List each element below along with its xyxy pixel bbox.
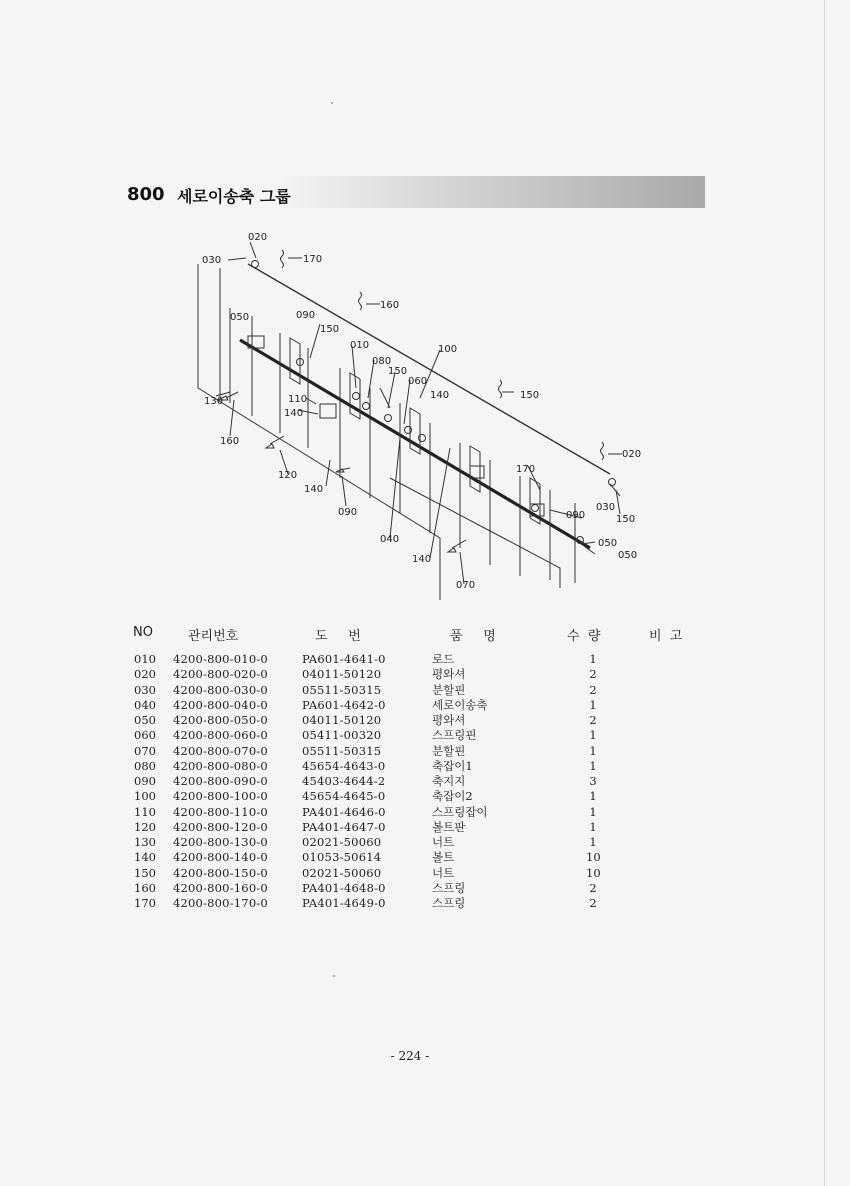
callout-label: 150 — [388, 366, 408, 377]
cell-mgmt: 4200-800-050-0 — [173, 713, 268, 727]
table-row — [134, 744, 654, 759]
callout-label: 100 — [438, 344, 458, 355]
cell-drawing: 45654-4645-0 — [302, 789, 386, 804]
callout-label: 090 — [338, 507, 358, 518]
callout-label: 150 — [520, 390, 540, 401]
table-row — [134, 713, 654, 728]
table-row — [134, 698, 654, 713]
cell-drawing: 05411-00320 — [302, 728, 382, 743]
cell-name: 스프링잡이 — [432, 804, 488, 819]
cell-drawing: PA401-4648-0 — [302, 880, 386, 895]
table-row — [134, 728, 654, 743]
cell-mgmt: 4200-800-090-0 — [173, 774, 268, 788]
cell-name: 로드 — [432, 652, 455, 666]
parts-diagram — [190, 228, 650, 600]
callout-label: 070 — [456, 580, 476, 591]
table-header — [133, 625, 713, 645]
cell-name: 세로이송축 — [432, 697, 488, 712]
page-number: - 224 - — [390, 1049, 430, 1063]
cell-name: 너트 — [432, 865, 455, 880]
scan-speck — [333, 975, 335, 977]
cell-qty: 1 — [589, 728, 597, 743]
cell-qty: 1 — [589, 819, 597, 834]
cell-name: 분할핀 — [432, 743, 466, 758]
callout-label: 090 — [296, 310, 316, 321]
callout-label: 170 — [303, 254, 323, 265]
table-row — [134, 881, 654, 896]
cell-no: 100 — [134, 789, 156, 804]
callout-label: 140 — [430, 390, 450, 401]
table-row — [134, 789, 654, 804]
cell-mgmt: 4200-800-070-0 — [173, 743, 268, 758]
cell-name: 평와셔 — [432, 713, 466, 727]
cell-no: 070 — [134, 743, 156, 758]
table-row — [134, 667, 654, 682]
cell-qty: 2 — [589, 667, 597, 682]
callout-label: 090 — [566, 510, 586, 521]
cell-no: 120 — [134, 819, 156, 834]
cell-qty: 1 — [589, 652, 597, 666]
callout-label: 160 — [380, 300, 400, 311]
cell-qty: 1 — [589, 835, 597, 849]
cell-name: 너트 — [432, 835, 455, 849]
cell-mgmt: 4200-800-110-0 — [173, 804, 268, 819]
callout-label: 030 — [596, 502, 616, 513]
callout-label: 020 — [248, 232, 268, 243]
callout-label: 150 — [320, 324, 340, 335]
cell-name: 분할핀 — [432, 682, 466, 697]
cell-drawing: 05511-50315 — [302, 743, 382, 758]
cell-name: 축지지 — [432, 774, 466, 788]
cell-drawing: 02021-50060 — [302, 865, 382, 880]
cell-qty: 2 — [589, 713, 597, 727]
table-row — [134, 850, 654, 865]
callout-label: 130 — [204, 396, 224, 407]
cell-qty: 2 — [589, 880, 597, 895]
cell-drawing: 01053-50614 — [302, 850, 382, 865]
cell-mgmt: 4200-800-020-0 — [173, 667, 268, 682]
cell-no: 060 — [134, 728, 156, 743]
cell-drawing: PA601-4642-0 — [302, 697, 386, 712]
cell-name: 볼트 — [432, 850, 455, 865]
callout-label: 030 — [202, 255, 222, 266]
callout-label: 050 — [598, 538, 618, 549]
table-row — [134, 820, 654, 835]
callout-label: 140 — [284, 408, 304, 419]
group-title: 세로이송축 그룹 — [177, 187, 291, 206]
cell-drawing: PA401-4646-0 — [302, 804, 386, 819]
cell-no: 020 — [134, 667, 156, 682]
cell-drawing: 02021-50060 — [302, 835, 382, 849]
cell-qty: 2 — [589, 682, 597, 697]
section-header — [127, 176, 705, 208]
callout-label: 040 — [380, 534, 400, 545]
table-row — [134, 835, 654, 850]
table-row — [134, 805, 654, 820]
col-qty: 수 량 — [567, 629, 601, 644]
cell-no: 040 — [134, 697, 156, 712]
cell-no: 160 — [134, 880, 156, 895]
callout-label: 140 — [412, 554, 432, 565]
cell-mgmt: 4200-800-100-0 — [173, 789, 268, 804]
cell-qty: 1 — [589, 789, 597, 804]
group-number: 800 — [127, 184, 165, 205]
col-no: NO — [133, 625, 153, 640]
cell-drawing: 45654-4643-0 — [302, 758, 386, 773]
parts-table — [134, 652, 654, 911]
cell-drawing: PA401-4649-0 — [302, 896, 386, 910]
cell-no: 050 — [134, 713, 156, 727]
callout-label: 150 — [616, 514, 636, 525]
col-name: 품 명 — [450, 629, 496, 644]
callout-label: 110 — [288, 394, 308, 405]
cell-mgmt: 4200-800-150-0 — [173, 865, 268, 880]
callout-label: 080 — [372, 356, 392, 367]
scan-speck — [331, 102, 333, 104]
table-row — [134, 774, 654, 789]
cell-mgmt: 4200-800-010-0 — [173, 652, 268, 666]
table-row — [134, 866, 654, 881]
cell-mgmt: 4200-800-060-0 — [173, 728, 268, 743]
callout-label: 010 — [350, 340, 370, 351]
callout-label: 140 — [304, 484, 324, 495]
cell-no: 090 — [134, 774, 156, 788]
cell-drawing: 05511-50315 — [302, 682, 382, 697]
cell-name: 스프링 — [432, 896, 466, 910]
cell-name: 스프링핀 — [432, 728, 477, 743]
cell-drawing: 45403-4644-2 — [302, 774, 386, 788]
cell-mgmt: 4200-800-140-0 — [173, 850, 268, 865]
cell-mgmt: 4200-800-120-0 — [173, 819, 268, 834]
table-row — [134, 896, 654, 911]
cell-drawing: PA401-4647-0 — [302, 819, 386, 834]
callout-label: 050 — [618, 550, 638, 561]
page-edge — [824, 0, 825, 1186]
cell-qty: 1 — [589, 758, 597, 773]
cell-mgmt: 4200-800-170-0 — [173, 896, 268, 910]
cell-qty: 3 — [589, 774, 597, 788]
callout-label: 060 — [408, 376, 428, 387]
cell-name: 축잡이1 — [432, 758, 473, 773]
callout-label: 050 — [230, 312, 250, 323]
table-row — [134, 652, 654, 667]
cell-name: 스프링 — [432, 880, 466, 895]
cell-qty: 1 — [589, 743, 597, 758]
col-mgmt: 관리번호 — [188, 629, 239, 644]
callout-label: 160 — [220, 436, 240, 447]
cell-no: 150 — [134, 865, 156, 880]
cell-no: 080 — [134, 758, 156, 773]
cell-name: 볼트판 — [432, 819, 466, 834]
table-row — [134, 683, 654, 698]
cell-qty: 10 — [586, 865, 601, 880]
cell-mgmt: 4200-800-030-0 — [173, 682, 268, 697]
callout-label: 020 — [622, 449, 642, 460]
cell-qty: 1 — [589, 804, 597, 819]
col-remark: 비 고 — [649, 629, 683, 644]
cell-no: 010 — [134, 652, 156, 666]
cell-drawing: PA601-4641-0 — [302, 652, 386, 666]
cell-mgmt: 4200-800-040-0 — [173, 697, 268, 712]
callout-label: 170 — [516, 464, 536, 475]
table-row — [134, 759, 654, 774]
cell-mgmt: 4200-800-160-0 — [173, 880, 268, 895]
cell-qty: 1 — [589, 697, 597, 712]
cell-no: 130 — [134, 835, 156, 849]
cell-no: 170 — [134, 896, 156, 910]
cell-no: 110 — [134, 804, 156, 819]
header-gradient-bar — [277, 176, 705, 208]
cell-name: 축잡이2 — [432, 789, 473, 804]
cell-drawing: 04011-50120 — [302, 667, 382, 682]
cell-qty: 2 — [589, 896, 597, 910]
cell-mgmt: 4200-800-130-0 — [173, 835, 268, 849]
col-drawing: 도 번 — [315, 629, 361, 644]
cell-no: 030 — [134, 682, 156, 697]
cell-mgmt: 4200-800-080-0 — [173, 758, 268, 773]
cell-qty: 10 — [586, 850, 601, 865]
cell-drawing: 04011-50120 — [302, 713, 382, 727]
cell-name: 평와셔 — [432, 667, 466, 682]
callout-label: 120 — [278, 470, 298, 481]
cell-no: 140 — [134, 850, 156, 865]
